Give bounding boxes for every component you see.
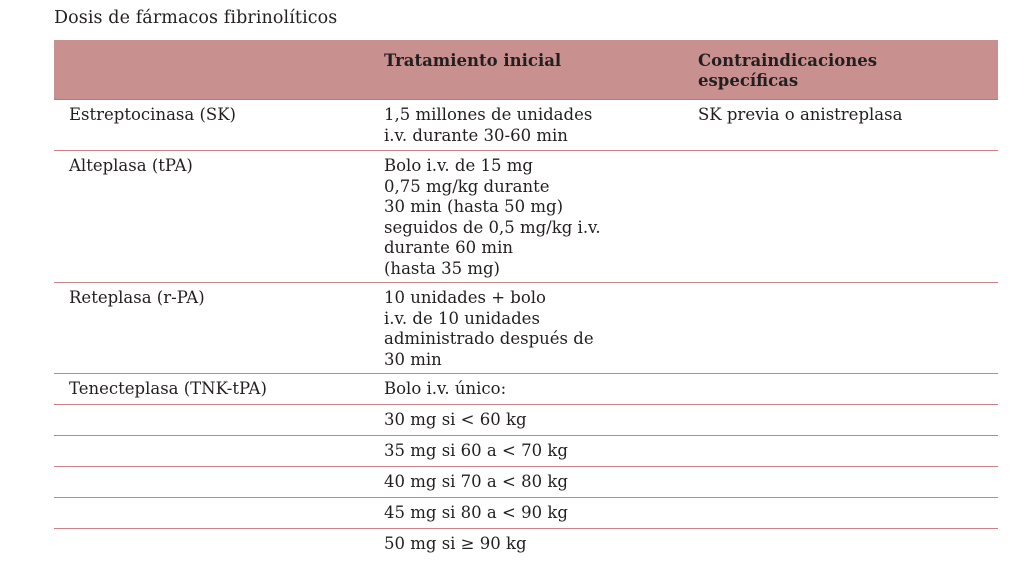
drug-cell: Estreptocinasa (SK) xyxy=(69,105,236,124)
table-row xyxy=(54,100,998,151)
treatment-cell: 1,5 millones de unidades i.v. durante 30-60 min xyxy=(384,105,593,145)
contraindication-cell: SK previa o anistreplasa xyxy=(698,105,903,124)
treatment-cell: 10 unidades + bolo i.v. de 10 unidades administrado después de 30 min xyxy=(384,288,594,369)
treatment-cell: 30 mg si < 60 kg xyxy=(384,410,527,429)
header-contraindications: Contraindicaciones específicas xyxy=(698,51,878,90)
treatment-cell: 50 mg si ≥ 90 kg xyxy=(384,534,527,553)
table-row xyxy=(54,529,998,559)
treatment-cell: 45 mg si 80 a < 90 kg xyxy=(384,503,568,522)
drug-cell: Tenecteplasa (TNK-tPA) xyxy=(69,379,267,398)
treatment-cell: Bolo i.v. de 15 mg 0,75 mg/kg durante 30 min (hasta 50 mg) seguidos de 0,5 mg/kg i.v. durante 60 min (hasta 35 mg) xyxy=(384,156,601,278)
table-row xyxy=(54,151,998,283)
header-initial-treatment: Tratamiento inicial xyxy=(384,51,562,70)
drug-cell: Reteplasa (r-PA) xyxy=(69,288,205,307)
treatment-cell: Bolo i.v. único: xyxy=(384,379,507,398)
table-row xyxy=(54,436,998,467)
table-row xyxy=(54,283,998,374)
table-row xyxy=(54,467,998,498)
table-header-row xyxy=(54,40,998,100)
treatment-cell: 40 mg si 70 a < 80 kg xyxy=(384,472,568,491)
table-row xyxy=(54,374,998,405)
drug-cell: Alteplasa (tPA) xyxy=(69,156,193,175)
table-caption: Dosis de fármacos fibrinolíticos xyxy=(54,8,338,28)
table-row xyxy=(54,498,998,529)
treatment-cell: 35 mg si 60 a < 70 kg xyxy=(384,441,568,460)
table-row xyxy=(54,405,998,436)
